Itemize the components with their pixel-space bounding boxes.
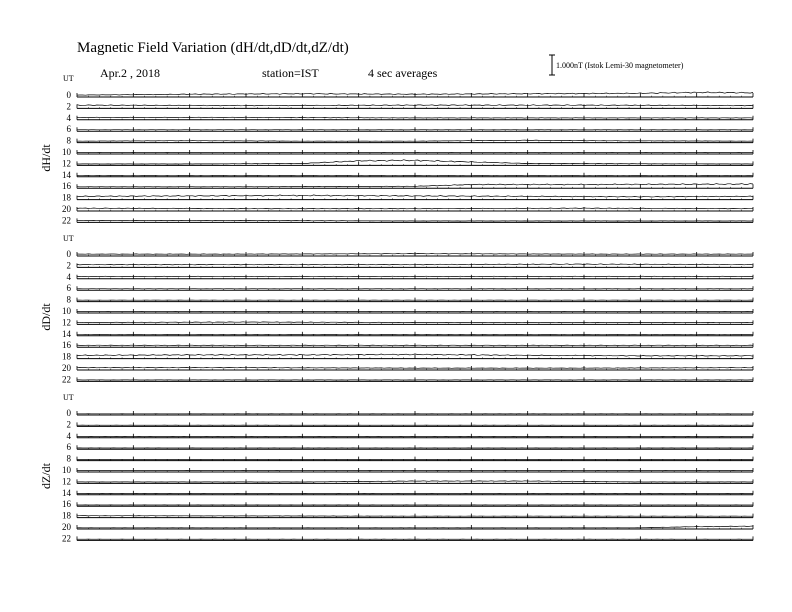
row-label: 6 bbox=[66, 283, 71, 294]
scale-bar-label: 1.000nT (Istok Lemi-30 magnetometer) bbox=[556, 61, 684, 70]
row-label: 20 bbox=[62, 363, 71, 373]
row-trace bbox=[77, 276, 753, 277]
row-label: 4 bbox=[66, 271, 71, 282]
row-label: 6 bbox=[66, 442, 71, 453]
date-label: Apr.2 , 2018 bbox=[100, 66, 160, 80]
row-label: 22 bbox=[62, 533, 71, 544]
row-label: 10 bbox=[62, 306, 71, 316]
row-label: 14 bbox=[62, 328, 71, 339]
averaging-label: 4 sec averages bbox=[368, 66, 438, 80]
row-trace bbox=[77, 208, 753, 209]
row-label: 20 bbox=[62, 204, 71, 214]
panel-label: dZ/dt bbox=[39, 463, 53, 489]
row-label: 4 bbox=[66, 112, 71, 123]
row-label: 0 bbox=[66, 90, 71, 100]
row-label: 22 bbox=[62, 215, 71, 226]
row-label: 0 bbox=[66, 249, 71, 259]
row-label: 12 bbox=[62, 158, 71, 169]
row-label: 8 bbox=[66, 135, 71, 146]
chart-title: Magnetic Field Variation (dH/dt,dD/dt,dZ/dt) bbox=[77, 40, 349, 56]
panel-label: dD/dt bbox=[39, 303, 53, 331]
row-label: 16 bbox=[62, 181, 71, 192]
row-label: 16 bbox=[62, 499, 71, 510]
row-label: 16 bbox=[62, 340, 71, 351]
row-label: 0 bbox=[66, 408, 71, 418]
row-label: 6 bbox=[66, 124, 71, 135]
row-label: 10 bbox=[62, 147, 71, 157]
row-label: 12 bbox=[62, 317, 71, 328]
row-label: 14 bbox=[62, 487, 71, 498]
row-label: 18 bbox=[62, 510, 71, 521]
row-label: 8 bbox=[66, 294, 71, 305]
row-label: 18 bbox=[62, 351, 71, 362]
panels-group bbox=[39, 74, 753, 543]
station-label: station=IST bbox=[262, 66, 319, 80]
row-label: 18 bbox=[62, 192, 71, 203]
row-label: 2 bbox=[66, 101, 71, 112]
row-label: 14 bbox=[62, 169, 71, 180]
row-label: 22 bbox=[62, 374, 71, 385]
row-label: 8 bbox=[66, 453, 71, 464]
ut-label: UT bbox=[63, 393, 74, 402]
ut-label: UT bbox=[63, 234, 74, 243]
row-label: 10 bbox=[62, 465, 71, 475]
panel-label: dH/dt bbox=[39, 144, 53, 172]
ut-label: UT bbox=[63, 74, 74, 83]
row-label: 2 bbox=[66, 260, 71, 271]
row-label: 20 bbox=[62, 522, 71, 532]
row-label: 2 bbox=[66, 419, 71, 430]
row-label: 12 bbox=[62, 476, 71, 487]
row-label: 4 bbox=[66, 430, 71, 441]
